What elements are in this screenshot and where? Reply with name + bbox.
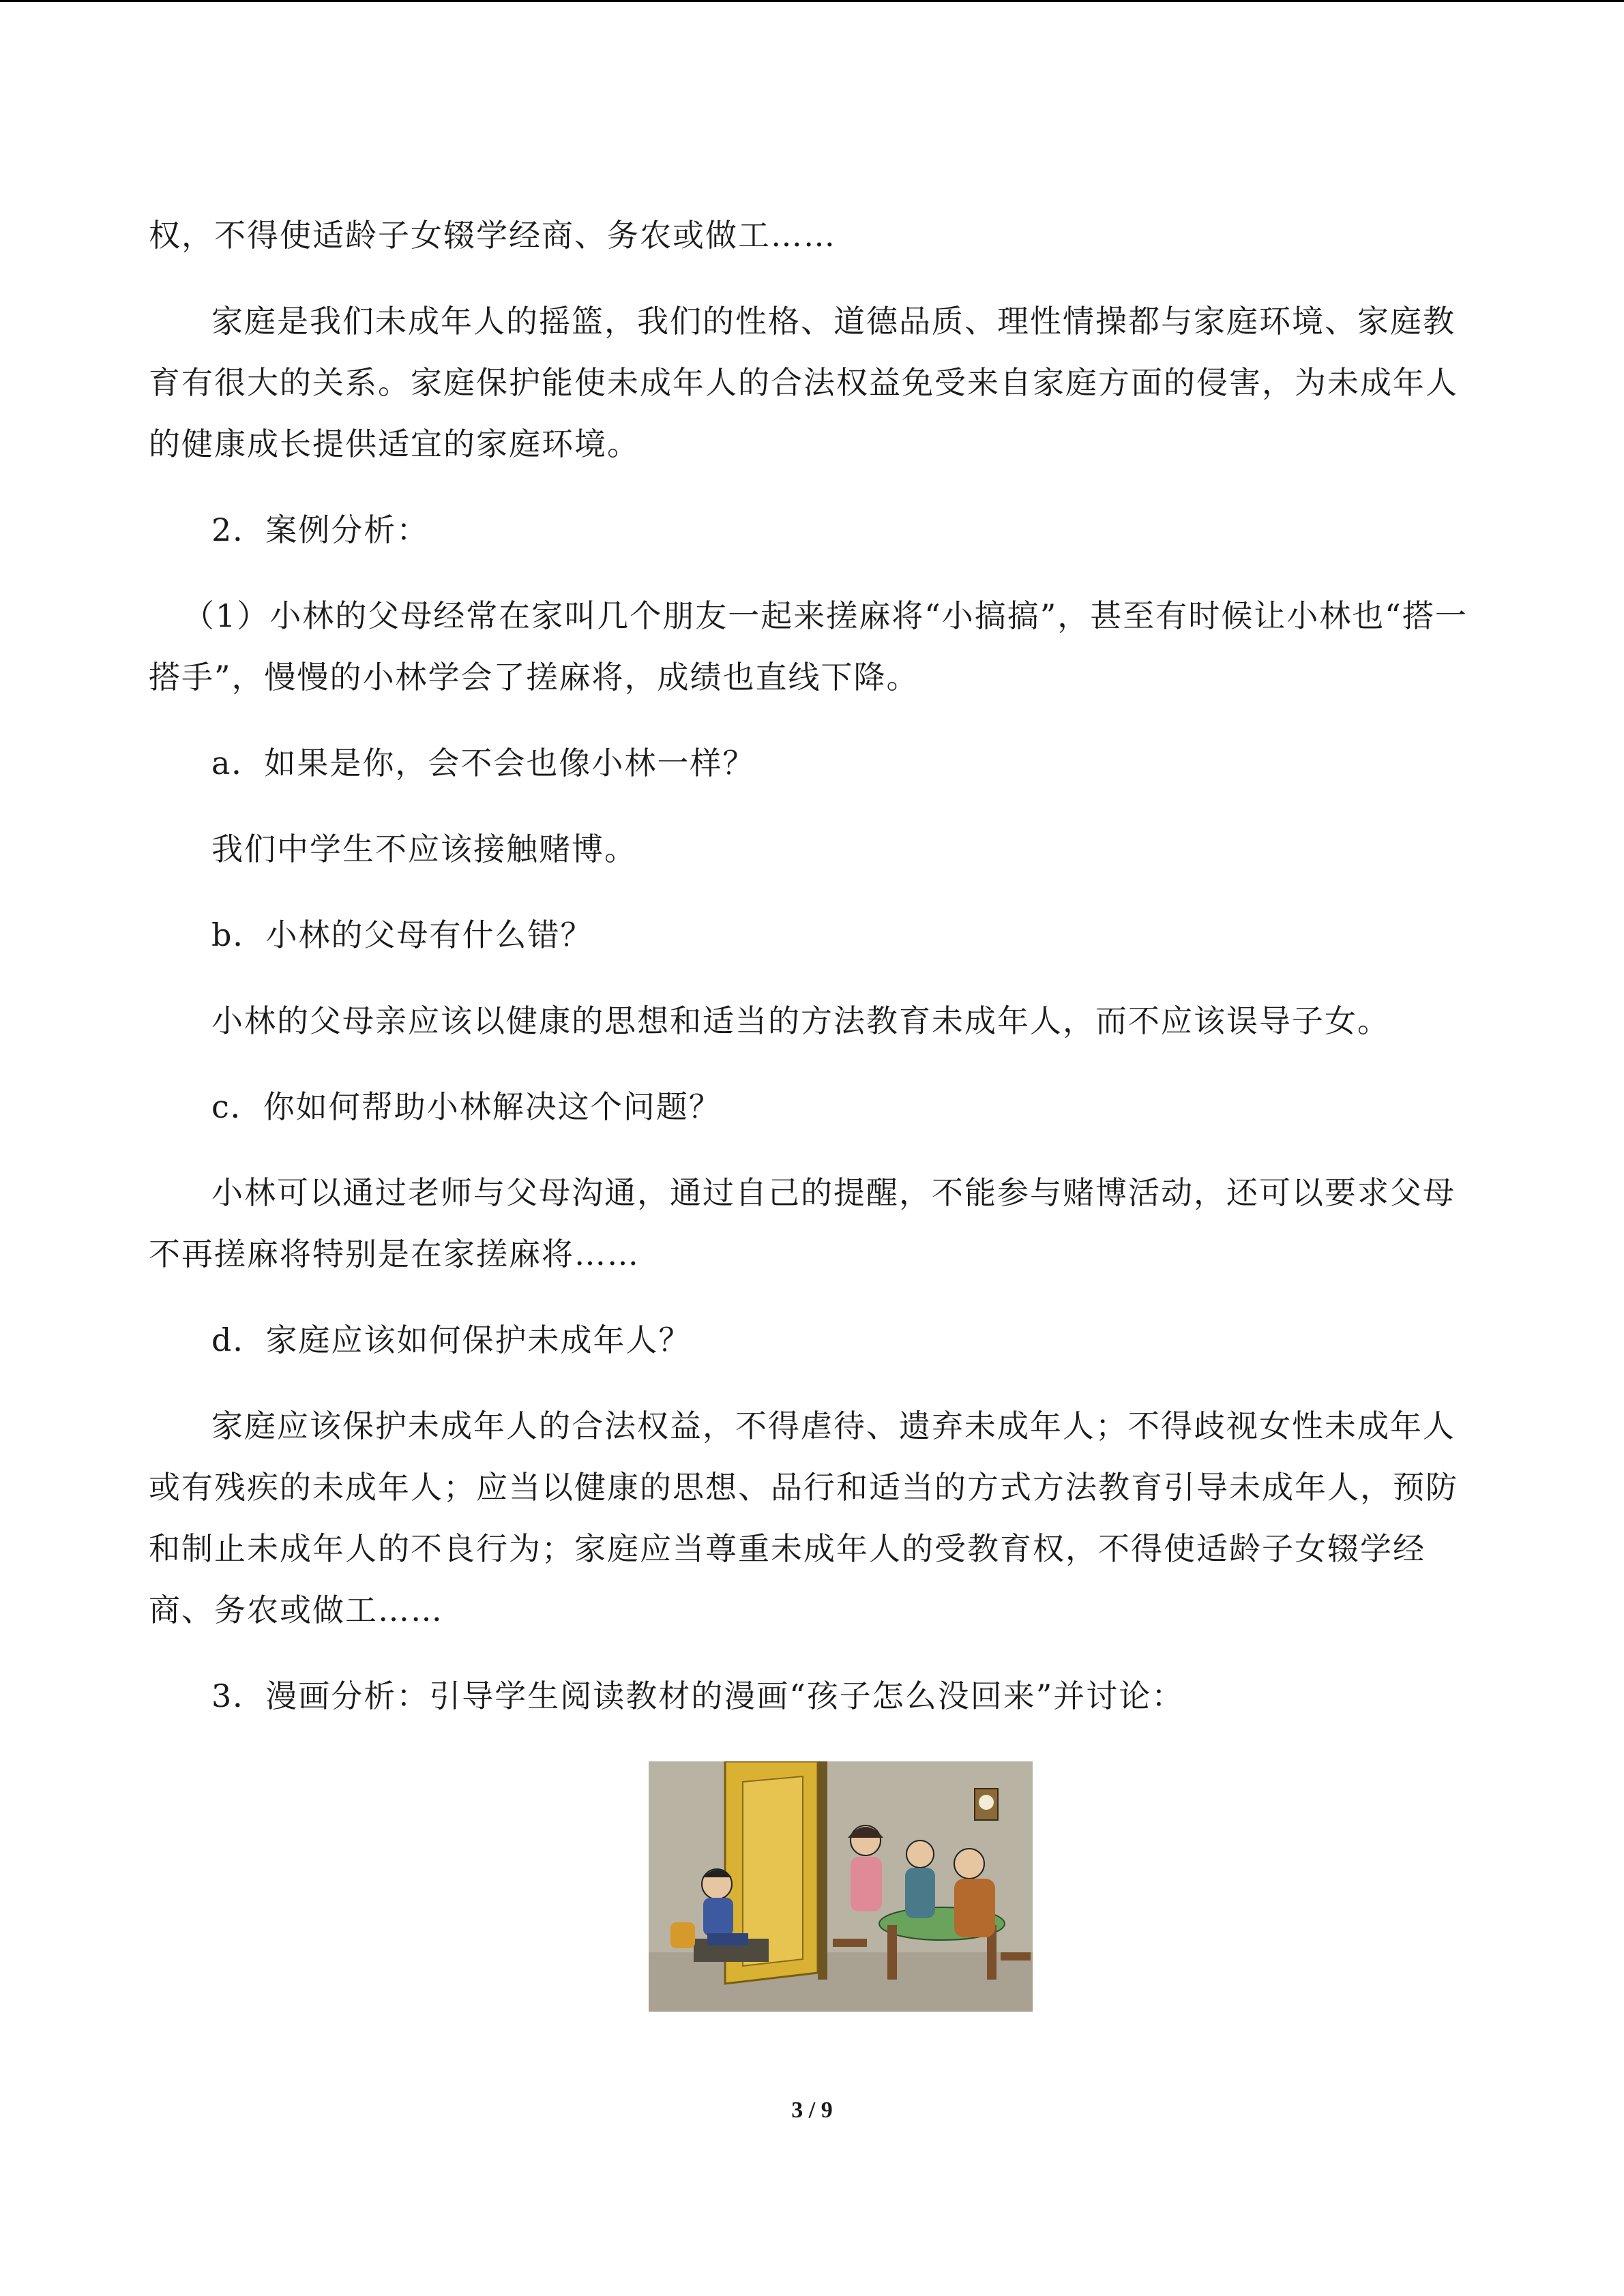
question-a: a．如果是你，会不会也像小林一样？ xyxy=(211,745,756,781)
heading-cartoon-analysis: 3．漫画分析：引导学生阅读教材的漫画“孩子怎么没回来”并讨论： xyxy=(211,1678,1185,1714)
answer-b: 小林的父母亲应该以健康的思想和适当的方法教育未成年人，而不应该误导子女。 xyxy=(211,1002,1390,1039)
question-c: c．你如何帮助小林解决这个问题？ xyxy=(211,1088,722,1125)
paragraph-family-cradle: 家庭是我们未成年人的摇篮，我们的性格、道德品质、理性情操都与家庭环境、家庭教育有很大的关系。家庭保护能使未成年人的合法权益免受来自家庭方面的侵害，为未成年人的健康成长提供适宜的家庭环境。 xyxy=(149,303,1458,462)
question-b: b．小林的父母有什么错？ xyxy=(211,916,593,953)
paragraph-continued: 权，不得使适龄子女辍学经商、务农或做工…… xyxy=(149,217,836,254)
top-border xyxy=(0,0,1624,2)
answer-d: 家庭应该保护未成年人的合法权益，不得虐待、遗弃未成年人；不得歧视女性未成年人或有残疾的未成年人；应当以健康的思想、品行和适当的方式方法教育引导未成年人，预防和制止未成年人的不良行为；家庭应当尊重未成年人的受教育权，不得使适龄子女辍学经商、务农或做工…… xyxy=(149,1407,1458,1628)
paragraph-case-one: （1）小林的父母经常在家叫几个朋友一起来搓麻将“小搞搞”，甚至有时候让小林也“搭一搭手”，慢慢的小林学会了搓麻将，成绩也直线下降。 xyxy=(149,597,1468,696)
cartoon-illustration-icon xyxy=(649,1761,1033,2012)
document-body xyxy=(149,205,1479,1727)
cartoon-illustration xyxy=(649,1761,1033,2012)
question-d: d．家庭应该如何保护未成年人？ xyxy=(211,1322,692,1358)
page-number: 3 / 9 xyxy=(791,2098,833,2123)
answer-a: 我们中学生不应该接触赌博。 xyxy=(211,831,637,867)
answer-c: 小林可以通过老师与父母沟通，通过自己的提醒，不能参与赌博活动，还可以要求父母不再搓麻将特别是在家搓麻将…… xyxy=(149,1174,1456,1272)
heading-case-analysis: 2．案例分析： xyxy=(211,511,430,548)
